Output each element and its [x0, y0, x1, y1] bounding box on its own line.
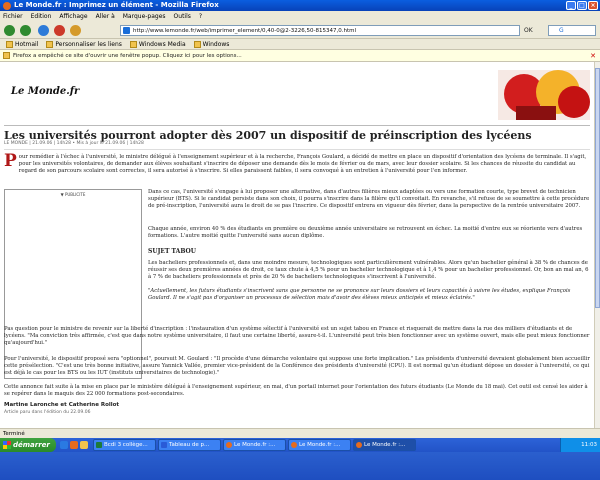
- search-input[interactable]: G: [548, 25, 596, 36]
- navigation-toolbar: [0, 22, 600, 39]
- firefox-icon: [356, 442, 362, 448]
- bookmark-icon: [46, 41, 53, 48]
- bookmark-personnaliser[interactable]: Personnaliser les liens: [44, 39, 124, 49]
- home-icon[interactable]: [70, 25, 81, 36]
- close-icon[interactable]: ✕: [590, 52, 596, 60]
- reload-icon[interactable]: [38, 25, 49, 36]
- firefox-quicklaunch-icon[interactable]: [70, 441, 78, 449]
- maximize-button[interactable]: □: [577, 1, 587, 10]
- menu-edition[interactable]: Edition: [30, 13, 52, 20]
- task-tableau[interactable]: Tableau de p...: [158, 439, 221, 451]
- menu-aller[interactable]: Aller à: [95, 13, 115, 20]
- firefox-icon: [291, 442, 297, 448]
- back-icon[interactable]: [4, 25, 15, 36]
- paragraph-4: Les bacheliers professionnels et, dans une moindre mesure, technologiques sont particulièrement vulnérables. Alors qu'un bachelier général à 38 % de chances de réussir ses deux premières années de droit, ce taux chute à 4,5 % pour un bachelier technologique et à 1,4 % pour un bachelier professionnel. Or, bon an mal an, 6 à 7 % de bacheliers professionnels et près de 20 % de bacheliers technologiques s'inscrivent à l'université.: [148, 260, 589, 281]
- windows-taskbar: [0, 438, 600, 480]
- paragraph-6: Pas question pour le ministre de revenir sur la liberté d'inscription : l'instauration d'un système sélectif à l'université est un sujet tabou en France et risquerait de mettre dans la rue des milliers d'étudiants et de lycéens. "Ma conviction très affirmée, c'est que dans notre système universitaire, il faut une certaine liberté, assure-t-il. L'université peut très bien fonctionner avec un système ouvert, mais elle peut mieux fonctionner qu'aujourd'hui.": [4, 326, 590, 347]
- stop-icon[interactable]: [54, 25, 65, 36]
- paragraph-1: Pour remédier à l'échec à l'université, le ministre délégué à l'enseignement supérieur et à la recherche, François Goulard, a décidé de mettre en place un dispositif d'orientation des lycéens de terminale. Il s'agit, pour les universités volontaires, de demander aux élèves souhaitant s'inscrire de déposer une demande dès le mois de février ou de mars, avec leur dossier scolaire. Si les chances de réussite du candidat au regard de son parcours scolaire sont correctes, il sera autorisé à s'inscrire. Si elles paraissent faibles, il sera convoqué à un entretien à l'université pour l'en informer.: [4, 151, 587, 175]
- go-button[interactable]: OK: [524, 27, 533, 34]
- menu-bar: [0, 11, 600, 22]
- subheading: SUJET TABOU: [148, 248, 196, 255]
- advertisement-box[interactable]: [4, 189, 142, 379]
- divider: [4, 149, 590, 150]
- paragraph-3: Chaque année, environ 40 % des étudiants en première ou deuxième année universitaire se retrouvent en échec. La moitié d'entre eux se réoriente vers d'autres formations. L'autre moitié quitte l'université sans aucun diplôme.: [148, 226, 583, 240]
- start-button[interactable]: démarrer: [0, 438, 56, 452]
- task-bcdi[interactable]: Bcdi 3 collège...: [93, 439, 156, 451]
- minimize-button[interactable]: _: [566, 1, 576, 10]
- menu-marque-pages[interactable]: Marque-pages: [122, 13, 166, 20]
- drop-cap: P: [4, 151, 17, 171]
- menu-aide[interactable]: ?: [198, 13, 203, 20]
- site-logo: Le Monde.fr: [11, 86, 80, 97]
- task-lemonde-2[interactable]: Le Monde.fr :...: [288, 439, 351, 451]
- title-bar: [0, 0, 600, 11]
- paragraph-8: Cette annonce fait suite à la mise en place par le ministère délégué à l'enseignement supérieur, en mai, d'un portail internet pour l'orientation des futurs étudiants (Le Monde du 18 mai). Cet outil est censé les aider à se repérer dans le maquis des 22 000 formations post-secondaires.: [4, 384, 588, 398]
- popup-text: Firefox a empêché ce site d'ouvrir une fenêtre popup. Cliquez ici pour les options...: [13, 53, 242, 59]
- window-title: Le Monde.fr : Imprimez un élément - Mozilla Firefox: [14, 1, 219, 9]
- edition-note: Article paru dans l'édition du 22.09.06: [4, 410, 91, 415]
- paragraph-5: "Actuellement, les futurs étudiants s'inscrivent sans que personne ne se prononce sur leurs dossiers et leurs capacités à suivre les études, explique François Goulard. Il ne s'agit pas d'organiser un processus de sélection mais d'avoir des élèves mieux anticipés et mieux éclairés.": [148, 288, 571, 302]
- bookmark-icon: [130, 41, 137, 48]
- folder-icon[interactable]: [80, 441, 88, 449]
- task-lemonde-3[interactable]: Le Monde.fr :...: [353, 439, 416, 451]
- bookmark-icon: [194, 41, 201, 48]
- paragraph-2: Dans ce cas, l'université s'engage à lui proposer une alternative, dans d'autres filières mieux adaptées ou vers une formation courte, type brevet de technicien supérieur (BTS). Si le candidat persiste dans son choix, il pourra s'inscrire dans la filière qu'il convoitait. En revanche, s'il refuse de se soumettre à cette procédure de pré-inscription, l'université aura le droit de se pas l'inscrire. Ce dispositif entrera en vigueur dès février, dans la perspective de la rentrée universitaire 2007.: [148, 189, 590, 210]
- header-illustration: [498, 70, 590, 120]
- bookmark-hotmail[interactable]: Hotmail: [4, 39, 40, 49]
- vertical-scrollbar[interactable]: [594, 62, 600, 428]
- firefox-icon: [226, 442, 232, 448]
- quick-launch: [60, 441, 88, 449]
- bookmark-icon: [6, 41, 13, 48]
- page-content: [0, 62, 594, 428]
- bookmark-windows-media[interactable]: Windows Media: [128, 39, 188, 49]
- info-icon: [3, 52, 10, 59]
- app-icon: [161, 442, 167, 448]
- task-list: [93, 439, 416, 451]
- url-field[interactable]: [120, 25, 520, 36]
- windows-logo-icon: [3, 441, 11, 449]
- bookmark-windows[interactable]: Windows: [192, 39, 232, 49]
- system-tray: [560, 438, 600, 452]
- page-icon: [123, 27, 130, 34]
- ie-icon[interactable]: [60, 441, 68, 449]
- ad-label: ▼ PUBLICITE: [60, 192, 86, 197]
- divider: [4, 125, 590, 126]
- article-authors: Martine Laronche et Catherine Rollot: [4, 402, 120, 408]
- article-headline: Les universités pourront adopter dès 2007 un dispositif de préinscription des lycéens: [4, 129, 532, 142]
- clock: 11:03: [581, 442, 597, 448]
- status-bar: [0, 428, 600, 438]
- menu-fichier[interactable]: Fichier: [3, 13, 23, 20]
- menu-affichage[interactable]: Affichage: [59, 13, 88, 20]
- firefox-icon: [3, 2, 11, 10]
- forward-icon[interactable]: [20, 25, 31, 36]
- task-lemonde-1[interactable]: Le Monde.fr :...: [223, 439, 286, 451]
- article-byline: LE MONDE | 21.09.06 | 14h28 • Mis à jour le 21.09.06 | 14h28: [4, 141, 144, 146]
- close-button[interactable]: ×: [588, 1, 598, 10]
- scroll-thumb[interactable]: [595, 68, 600, 308]
- url-text: http://www.lemonde.fr/web/imprimer_element/0,40-0@2-3226,50-815347,0.html: [133, 28, 357, 34]
- bookmarks-toolbar: [0, 39, 600, 50]
- status-text: Terminé: [3, 431, 25, 437]
- paragraph-7: Pour l'université, le dispositif proposé sera "optionnel", poursuit M. Goulard : "Il procède d'une démarche volontaire qui suppose une forte implication." Les présidents d'université devraient globalement bien accueillir cette présélection. "C'est une très bonne initiative, assure Yannick Vallée, premier vice-président de la Conférence des présidents d'université (CPU). Il est normal qu'un étudiant dépose un dossier à l'université, ce qui est déjà le cas pour les BTS ou les IUT (instituts universitaires de technologie).": [4, 356, 590, 377]
- menu-outils[interactable]: Outils: [173, 13, 191, 20]
- popup-blocked-bar[interactable]: [0, 50, 600, 62]
- app-icon: [96, 442, 102, 448]
